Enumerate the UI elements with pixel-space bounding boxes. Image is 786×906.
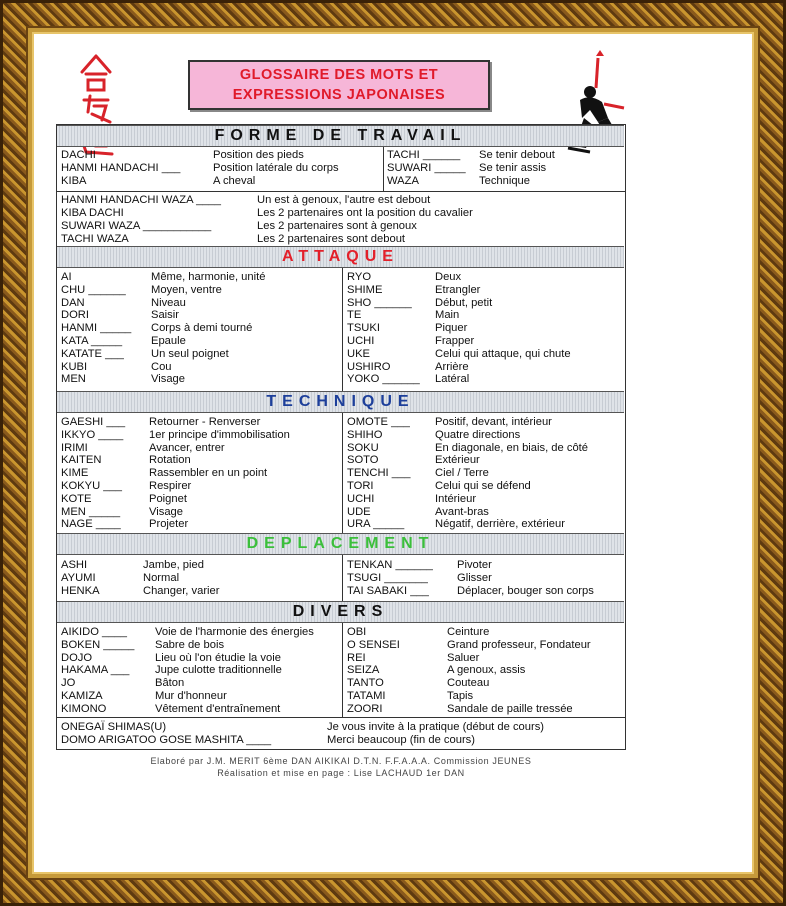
title-box <box>188 60 490 110</box>
definition-divers-wide: Merci beaucoup (fin de cours) <box>327 733 475 746</box>
definition-deplacement-left: Normal <box>143 571 180 584</box>
definition-divers-right: Grand professeur, Fondateur <box>447 638 591 651</box>
term-attaque-left: MEN <box>61 373 86 386</box>
definition-divers-left: Bâton <box>155 677 185 690</box>
definition-technique-left: Retourner - Renverser <box>149 416 261 428</box>
definition-technique-right: En diagonale, en biais, de côté <box>435 441 589 454</box>
section-heading-attaque: ATTAQUE <box>57 246 624 268</box>
term-attaque-right: USHIRO <box>347 360 391 373</box>
term-divers-left: KAMIZA <box>61 690 103 702</box>
term-technique-right: UDE <box>347 505 371 518</box>
term-deplacement-right: TSUGI _______ <box>347 571 428 584</box>
definition-technique-left: Projeter <box>149 518 189 531</box>
term-forme-wide: HANMI HANDACHI WAZA ____ <box>61 194 221 206</box>
forme-divider <box>57 191 625 192</box>
definition-deplacement-right: Glisser <box>457 571 492 584</box>
definition-forme-right: Se tenir assis <box>479 162 547 174</box>
term-attaque-right: SHIME <box>347 283 383 296</box>
definition-technique-left: Avancer, entrer <box>149 441 225 454</box>
term-technique-left: KAITEN <box>61 454 102 467</box>
definition-technique-right: Négatif, derrière, extérieur <box>435 518 565 531</box>
term-forme-left: KIBA <box>61 175 87 187</box>
section-heading-technique: TECHNIQUE <box>57 391 624 413</box>
column-divider <box>383 147 384 191</box>
term-attaque-left: HANMI _____ <box>61 322 132 335</box>
term-forme-right: WAZA <box>387 175 419 187</box>
definition-forme-wide: Les 2 partenaires ont la position du cavalier <box>257 207 473 219</box>
term-divers-wide: ONEGAÏ SHIMAS(U) <box>61 721 167 733</box>
definition-technique-right: Quatre directions <box>435 428 521 441</box>
definition-deplacement-right: Déplacer, bouger son corps <box>457 584 594 597</box>
term-divers-wide: DOMO ARIGATOO GOSE MASHITA ____ <box>61 733 272 746</box>
definition-divers-right: A genoux, assis <box>447 664 526 677</box>
term-divers-right: TANTO <box>347 677 384 690</box>
definition-technique-right: Intérieur <box>435 492 477 505</box>
term-deplacement-left: ASHI <box>61 559 88 571</box>
term-technique-right: SHIHO <box>347 428 383 441</box>
definition-forme-right: Technique <box>479 175 531 187</box>
definition-technique-left: Rassembler en un point <box>149 467 268 480</box>
term-deplacement-left: AYUMI <box>61 571 96 584</box>
term-technique-left: IKKYO ____ <box>61 428 124 441</box>
term-forme-left: DACHI <box>61 149 96 161</box>
section-heading-deplacement: DEPLACEMENT <box>57 533 624 555</box>
term-technique-left: KOTE <box>61 492 92 505</box>
definition-attaque-left: Cou <box>151 360 172 373</box>
term-technique-left: GAESHI ___ <box>61 416 126 428</box>
definition-attaque-right: Début, petit <box>435 296 493 309</box>
term-attaque-right: SHO ______ <box>347 296 412 309</box>
definition-forme-wide: Un est à genoux, l'autre est debout <box>257 194 431 206</box>
definition-attaque-right: Etrangler <box>435 283 481 296</box>
definition-technique-left: Poignet <box>149 492 187 505</box>
definition-attaque-left: Même, harmonie, unité <box>151 271 266 283</box>
term-divers-right: OBI <box>347 626 367 638</box>
glossary-table <box>56 124 626 750</box>
definition-attaque-left: Epaule <box>151 335 186 347</box>
definition-attaque-right: Main <box>435 309 460 322</box>
section-heading-forme: FORME DE TRAVAIL <box>57 125 624 147</box>
term-technique-right: OMOTE ___ <box>347 416 410 428</box>
term-divers-left: AIKIDO ____ <box>61 626 127 638</box>
term-forme-right: TACHI ______ <box>387 149 461 161</box>
term-technique-right: UCHI <box>347 492 375 505</box>
term-attaque-left: KATATE ___ <box>61 347 124 360</box>
divers-divider <box>57 717 625 718</box>
definition-attaque-right: Piquer <box>435 322 468 335</box>
term-technique-right: SOTO <box>347 454 379 467</box>
definition-technique-right: Extérieur <box>435 454 480 467</box>
definition-technique-left: 1er principe d'immobilisation <box>149 428 290 441</box>
definition-forme-left: Position latérale du corps <box>213 162 339 174</box>
definition-divers-right: Couteau <box>447 677 490 690</box>
definition-technique-right: Ciel / Terre <box>435 467 489 480</box>
section-heading-divers: DIVERS <box>57 601 624 623</box>
term-technique-left: NAGE ____ <box>61 518 121 531</box>
term-forme-wide: TACHI WAZA <box>61 233 129 245</box>
term-deplacement-left: HENKA <box>61 584 100 597</box>
term-technique-right: URA _____ <box>347 518 405 531</box>
term-attaque-left: DORI <box>61 309 89 322</box>
definition-attaque-right: Frapper <box>435 335 475 347</box>
definition-attaque-left: Visage <box>151 373 186 386</box>
definition-divers-right: Saluer <box>447 651 480 664</box>
term-technique-right: SOKU <box>347 441 379 454</box>
column-divider <box>342 268 343 393</box>
term-forme-right: SUWARI _____ <box>387 162 466 174</box>
definition-deplacement-right: Pivoter <box>457 559 492 571</box>
term-attaque-right: TE <box>347 309 362 322</box>
definition-attaque-right: Latéral <box>435 373 470 386</box>
definition-attaque-right: Celui qui attaque, qui chute <box>435 347 571 360</box>
definition-deplacement-left: Changer, varier <box>143 584 220 597</box>
term-divers-left: BOKEN _____ <box>61 638 135 651</box>
term-forme-left: HANMI HANDACHI ___ <box>61 162 181 174</box>
definition-technique-left: Visage <box>149 505 184 518</box>
credits-line-1: Elaboré par J.M. MERIT 6ème DAN AIKIKAI D.T.N. F.F.A.A.A. Commission JEUNES <box>150 756 532 766</box>
term-technique-left: IRIMI <box>61 441 88 454</box>
column-divider <box>342 623 343 717</box>
term-attaque-left: AI <box>61 271 72 283</box>
term-deplacement-right: TAI SABAKI ___ <box>347 584 429 597</box>
definition-divers-right: Ceinture <box>447 626 490 638</box>
term-forme-wide: KIBA DACHI <box>61 207 124 219</box>
credits-line-2: Réalisation et mise en page : Lise LACHAUD 1er DAN <box>217 768 465 778</box>
term-deplacement-right: TENKAN ______ <box>347 559 433 571</box>
definition-attaque-left: Corps à demi tourné <box>151 322 253 335</box>
column-divider <box>342 413 343 535</box>
term-technique-right: TENCHI ___ <box>347 467 411 480</box>
definition-attaque-right: Arrière <box>435 360 469 373</box>
definition-forme-wide: Les 2 partenaires sont à genoux <box>257 220 417 232</box>
definition-technique-right: Positif, devant, intérieur <box>435 416 552 428</box>
definition-forme-left: Position des pieds <box>213 149 304 161</box>
term-divers-right: O SENSEI <box>347 638 400 651</box>
definition-divers-wide: Je vous invite à la pratique (début de cours) <box>327 721 545 733</box>
definition-attaque-left: Un seul poignet <box>151 347 229 360</box>
title-line-2: EXPRESSIONS JAPONAISES <box>232 87 446 103</box>
term-attaque-left: CHU ______ <box>61 283 126 296</box>
definition-technique-left: Rotation <box>149 454 191 467</box>
definition-attaque-left: Moyen, ventre <box>151 283 222 296</box>
definition-technique-left: Respirer <box>149 480 192 492</box>
term-divers-left: DOJO <box>61 651 93 664</box>
column-divider <box>342 555 343 603</box>
term-attaque-left: DAN <box>61 296 85 309</box>
term-forme-wide: SUWARI WAZA ___________ <box>61 220 212 232</box>
term-divers-left: JO <box>61 677 76 690</box>
term-technique-left: MEN _____ <box>61 505 121 518</box>
definition-divers-right: Tapis <box>447 690 474 702</box>
definition-divers-right: Sandale de paille tressée <box>447 702 573 715</box>
definition-forme-left: A cheval <box>213 175 256 187</box>
term-technique-left: KIME <box>61 467 89 480</box>
definition-divers-left: Vêtement d'entraînement <box>155 702 281 715</box>
definition-technique-right: Avant-bras <box>435 505 489 518</box>
term-attaque-right: YOKO ______ <box>347 373 420 386</box>
term-technique-left: KOKYU ___ <box>61 480 122 492</box>
term-attaque-right: UCHI <box>347 335 375 347</box>
term-attaque-left: KATA _____ <box>61 335 123 347</box>
term-divers-left: KIMONO <box>61 702 107 715</box>
definition-divers-left: Mur d'honneur <box>155 690 227 702</box>
title-line-1: GLOSSAIRE DES MOTS ET <box>239 67 439 83</box>
definition-deplacement-left: Jambe, pied <box>143 559 204 571</box>
definition-attaque-left: Niveau <box>151 296 186 309</box>
term-attaque-right: RYO <box>347 271 372 283</box>
term-divers-right: TATAMI <box>347 690 386 702</box>
term-attaque-right: UKE <box>347 347 371 360</box>
definition-attaque-right: Deux <box>435 271 462 283</box>
definition-attaque-left: Saisir <box>151 309 179 322</box>
term-divers-left: HAKAMA ___ <box>61 664 130 677</box>
term-attaque-right: TSUKI <box>347 322 380 335</box>
term-attaque-left: KUBI <box>61 360 88 373</box>
term-divers-right: REI <box>347 651 366 664</box>
definition-divers-left: Lieu où l'on étudie la voie <box>155 651 281 664</box>
definition-forme-wide: Les 2 partenaires sont debout <box>257 233 406 245</box>
definition-divers-left: Sabre de bois <box>155 638 225 651</box>
definition-technique-right: Celui qui se défend <box>435 480 531 492</box>
term-divers-right: ZOORI <box>347 702 383 715</box>
definition-divers-left: Voie de l'harmonie des énergies <box>155 626 314 638</box>
definition-forme-right: Se tenir debout <box>479 149 555 161</box>
term-divers-right: SEIZA <box>347 664 380 677</box>
term-technique-right: TORI <box>347 480 374 492</box>
definition-divers-left: Jupe culotte traditionnelle <box>155 664 282 677</box>
